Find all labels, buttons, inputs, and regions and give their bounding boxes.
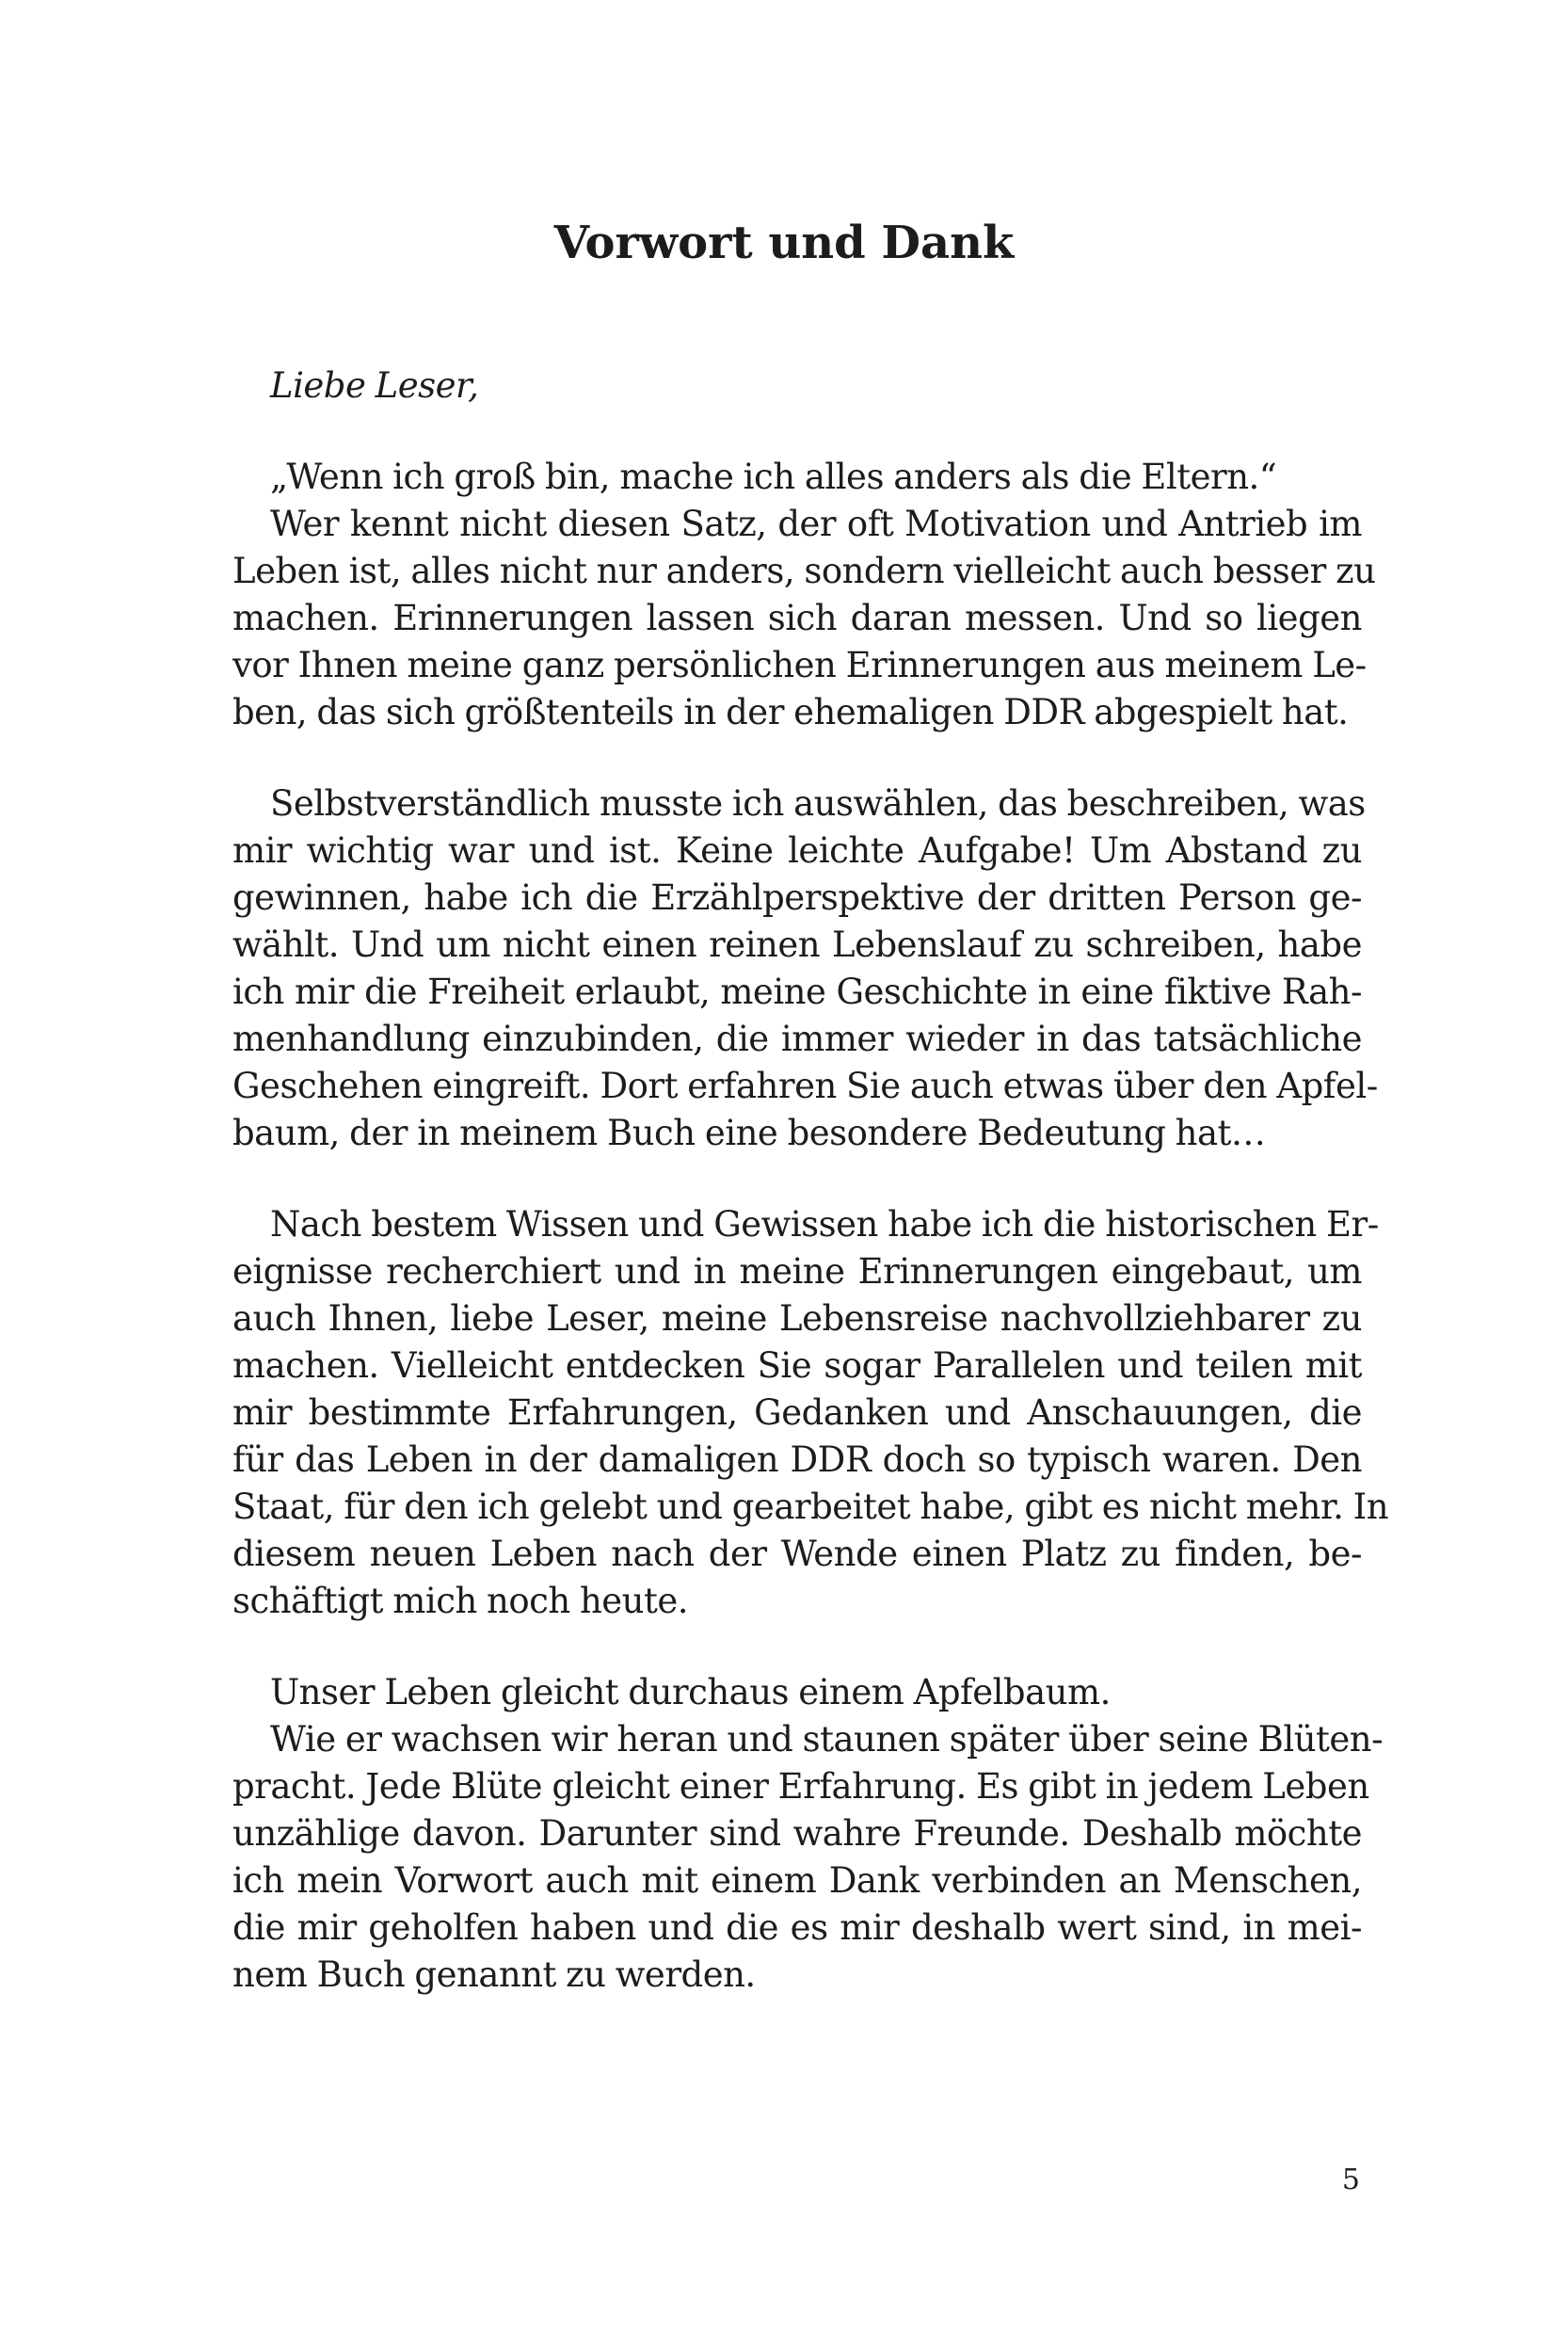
text-line: Unser Leben gleicht durchaus einem Apfelbaum. — [270, 1672, 1111, 1712]
text-line: schäftigt mich noch heute. — [232, 1581, 689, 1621]
text-line: „Wenn ich groß bin, mache ich alles anders als die Eltern.“ — [270, 457, 1277, 497]
page-number: 5 — [1341, 2163, 1360, 2196]
text-line: Staat, für den ich gelebt und gearbeitet habe, gibt es nicht mehr. In — [232, 1487, 1389, 1527]
salutation: Liebe Leser, — [270, 365, 479, 406]
text-line: ben, das sich größtenteils in der ehemaligen DDR abgespielt hat. — [232, 692, 1349, 732]
text-line: eignisse recherchiert und in meine Erinnerungen eingebaut, um — [232, 1251, 1362, 1292]
text-line: Wer kennt nicht diesen Satz, der oft Motivation und Antrieb im — [270, 504, 1362, 544]
text-line: Wie er wachsen wir heran und staunen später über seine Blüten- — [270, 1719, 1384, 1760]
text-line: baum, der in meinem Buch eine besondere Bedeutung hat… — [232, 1113, 1266, 1153]
text-line: auch Ihnen, liebe Leser, meine Lebensreise nachvollziehbarer zu — [232, 1298, 1362, 1339]
paragraph-4 — [232, 1669, 1384, 1999]
chapter-title: Vorwort und Dank — [553, 217, 1015, 269]
paragraph-1 — [232, 454, 1376, 736]
text-line: ich mein Vorwort auch mit einem Dank verbinden an Menschen, — [232, 1860, 1362, 1901]
text-line: Nach bestem Wissen und Gewissen habe ich die historischen Er- — [270, 1204, 1379, 1245]
text-line: ich mir die Freiheit erlaubt, meine Geschichte in eine fiktive Rah- — [232, 972, 1362, 1012]
paragraph-gap — [232, 736, 1362, 780]
text-line: für das Leben in der damaligen DDR doch so typisch waren. Den — [232, 1439, 1362, 1480]
text-line: wählt. Und um nicht einen reinen Lebenslauf zu schreiben, habe — [232, 924, 1362, 965]
body-text — [232, 362, 1389, 1999]
text-line: pracht. Jede Blüte gleicht einer Erfahrung. Es gibt in jedem Leben — [232, 1766, 1369, 1807]
paragraph-2 — [232, 780, 1378, 1157]
paragraph-gap — [232, 410, 1362, 454]
paragraph-3 — [232, 1201, 1389, 1625]
text-line: Selbstverständlich musste ich auswählen, das beschreiben, was — [270, 783, 1366, 824]
text-line: nem Buch genannt zu werden. — [232, 1954, 756, 1995]
text-line: mir bestimmte Erfahrungen, Gedanken und Anschauungen, die — [232, 1392, 1362, 1433]
text-line: machen. Vielleicht entdecken Sie sogar Parallelen und teilen mit — [232, 1345, 1362, 1386]
text-line: Geschehen eingreift. Dort erfahren Sie auch etwas über den Apfel- — [232, 1066, 1378, 1106]
paragraph-gap — [232, 1157, 1362, 1201]
text-line: menhandlung einzubinden, die immer wieder in das tatsächliche — [232, 1019, 1362, 1059]
text-line: unzählige davon. Darunter sind wahre Freunde. Deshalb möchte — [232, 1813, 1362, 1854]
text-line: gewinnen, habe ich die Erzählperspektive der dritten Person ge- — [232, 877, 1362, 918]
text-line: die mir geholfen haben und die es mir deshalb wert sind, in mei- — [232, 1907, 1362, 1948]
text-line: machen. Erinnerungen lassen sich daran messen. Und so liegen — [232, 598, 1362, 638]
text-line: vor Ihnen meine ganz persönlichen Erinnerungen aus meinem Le- — [232, 645, 1367, 685]
text-line: diesem neuen Leben nach der Wende einen Platz zu finden, be- — [232, 1534, 1362, 1574]
text-line: Leben ist, alles nicht nur anders, sondern vielleicht auch besser zu — [232, 551, 1376, 591]
text-line: mir wichtig war und ist. Keine leichte Aufgabe! Um Abstand zu — [232, 830, 1362, 871]
paragraph-gap — [232, 1625, 1362, 1669]
